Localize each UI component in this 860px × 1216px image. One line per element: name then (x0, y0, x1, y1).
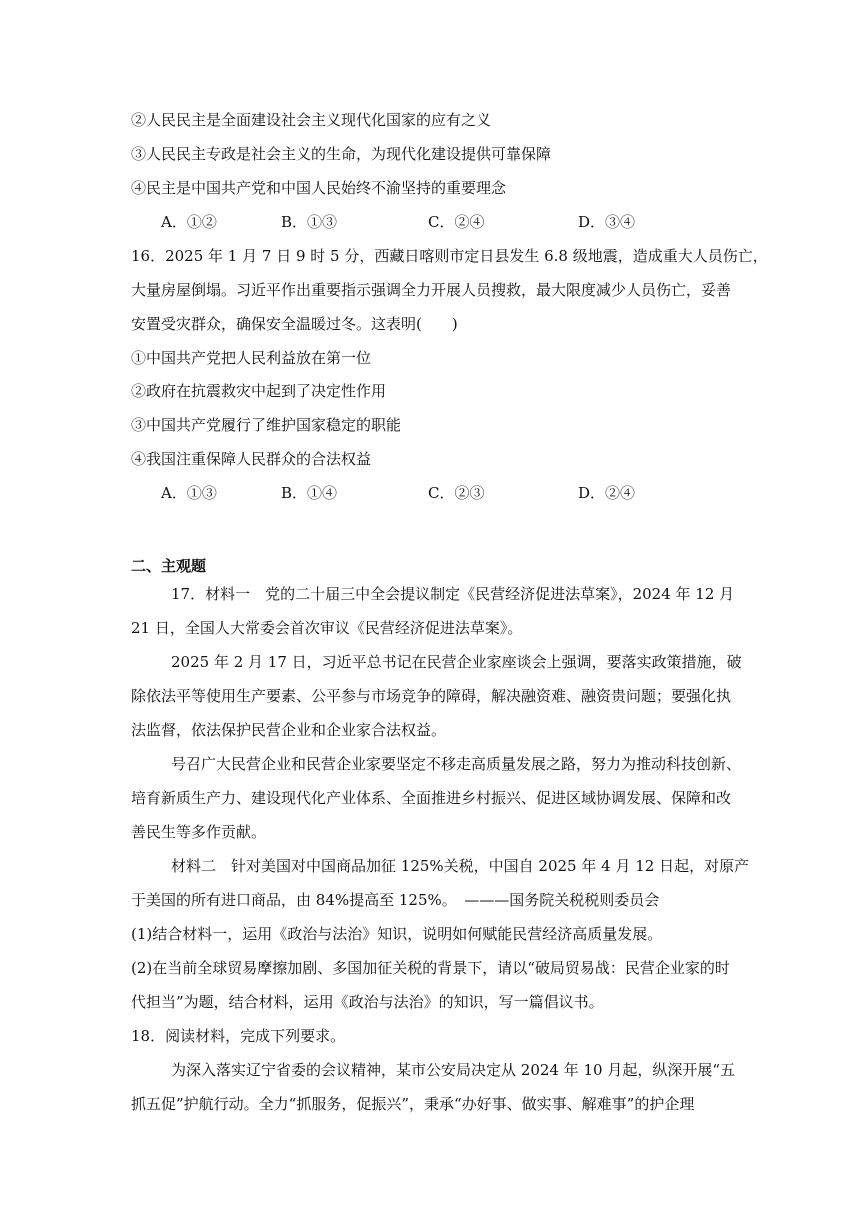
q15-option-c: C．②④ (428, 213, 485, 231)
q17-sub-question-2-line-2: 代担当”为题，结合材料，运用《政治与法治》的知识，写一篇倡议书。 (131, 993, 604, 1011)
q17-material2-line-1: 材料二 针对美国对中国商品加征 125%关税，中国自 2025 年 4 月 12 日起，对原产 (171, 857, 750, 875)
q15-statement-3: ③人民民主专政是社会主义的生命，为现代化建设提供可靠保障 (131, 145, 552, 163)
q16-stem-line-3: 安置受灾群众，确保安全温暖过冬。这表明( ) (131, 315, 458, 333)
q16-statement-1: ①中国共产党把人民利益放在第一位 (131, 349, 372, 367)
q16-stem-line-1: 16．2025 年 1 月 7 日 9 时 5 分，西藏日喀则市定日县发生 6.8 级地震，造成重大人员伤亡， (131, 247, 768, 265)
q16-option-d: D．②④ (578, 484, 636, 502)
q17-p2-line-1: 2025 年 2 月 17 日，习近平总书记在民营企业家座谈会上强调，要落实政策措施，破 (171, 653, 742, 671)
q15-statement-4: ④民主是中国共产党和中国人民始终不渝坚持的重要理念 (131, 179, 507, 197)
q17-p2-line-3: 法监督，依法保护民营企业和企业家合法权益。 (131, 721, 447, 739)
q16-statement-4: ④我国注重保障人民群众的合法权益 (131, 450, 372, 468)
q17-material2-line-2: 于美国的所有进口商品，由 84%提高至 125%。 ———国务院关税税则委员会 (131, 891, 660, 909)
q15-option-a: A．①② (161, 213, 217, 231)
q15-option-d: D．③④ (578, 213, 636, 231)
q17-sub-question-1: (1)结合材料一，运用《政治与法治》知识，说明如何赋能民营经济高质量发展。 (131, 925, 663, 943)
q18-p1-line-1: 为深入落实辽宁省委的会议精神，某市公安局决定从 2024 年 10 月起，纵深开展“五 (171, 1061, 736, 1079)
q17-p1-line-1: 17．材料一 党的二十届三中全会提议制定《民营经济促进法草案》，2024 年 12 月 (171, 585, 735, 603)
q15-statement-2: ②人民民主是全面建设社会主义现代化国家的应有之义 (131, 111, 492, 129)
q17-sub-question-2-line-1: (2)在当前全球贸易摩擦加剧、多国加征关税的背景下，请以“破局贸易战：民营企业家的时 (131, 959, 730, 977)
q18-stem: 18．阅读材料，完成下列要求。 (131, 1027, 346, 1045)
q16-statement-2: ②政府在抗震救灾中起到了决定性作用 (131, 382, 387, 400)
q17-p3-line-2: 培育新质生产力、建设现代化产业体系、全面推进乡村振兴、促进区域协调发展、保障和改 (131, 789, 732, 807)
q18-p1-line-2: 抓五促”护航行动。全力“抓服务，促振兴”，秉承“办好事、做实事、解难事”的护企理 (131, 1095, 695, 1113)
q17-p3-line-1: 号召广大民营企业和民营企业家要坚定不移走高质量发展之路，努力为推动科技创新、 (171, 755, 742, 773)
q16-option-c: C．②③ (428, 484, 485, 502)
q17-p1-line-2: 21 日，全国人大常委会首次审议《民营经济促进法草案》。 (131, 619, 523, 637)
q15-option-b: B．①③ (281, 213, 338, 231)
q16-stem-line-2: 大量房屋倒塌。习近平作出重要指示强调全力开展人员搜救，最大限度减少人员伤亡，妥善 (131, 281, 732, 299)
q16-statement-3: ③中国共产党履行了维护国家稳定的职能 (131, 416, 402, 434)
q17-p3-line-3: 善民生等多作贡献。 (131, 823, 267, 841)
q16-option-a: A．①③ (161, 484, 217, 502)
section-title: 二、主观题 (131, 557, 207, 575)
q17-p2-line-2: 除依法平等使用生产要素、公平参与市场竞争的障碍，解决融资难、融资贵问题；要强化执 (131, 687, 732, 705)
q16-option-b: B．①④ (281, 484, 338, 502)
